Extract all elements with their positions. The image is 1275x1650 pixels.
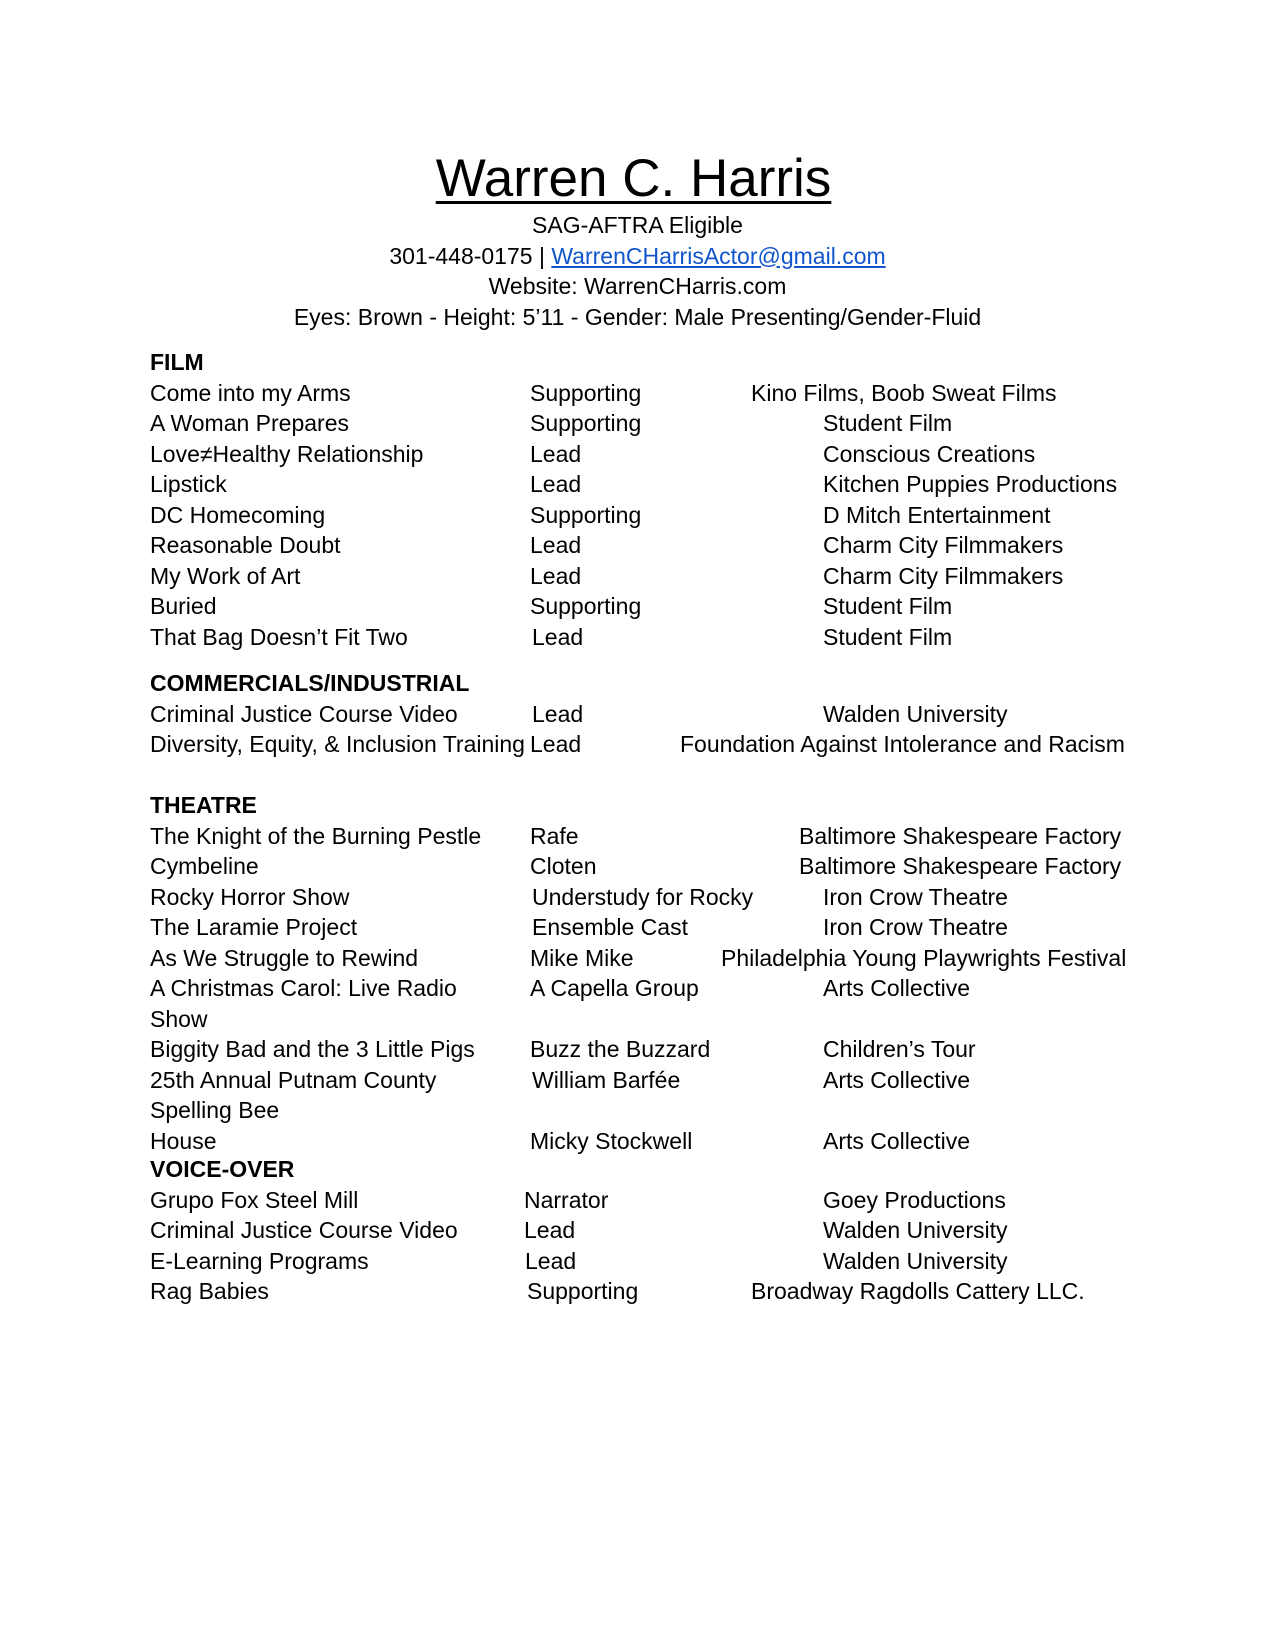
section-title: FILM [150,349,204,375]
credit-role: Understudy for Rocky [532,883,754,910]
credit-project: My Work of Art [150,562,301,589]
credit-company: Student Film [823,593,953,619]
credit-project: Criminal Justice Course Video [150,1217,458,1243]
section-title: VOICE-OVER [150,1156,295,1182]
credit-row [150,500,1150,531]
credit-company: Iron Crow Theatre [823,883,1008,910]
credit-company: Walden University [823,1217,1008,1243]
credit-company: Walden University [823,1247,1008,1274]
credit-row [150,912,1150,943]
credit-project: E-Learning Programs [150,1247,369,1274]
credit-row [150,530,1150,561]
website-line: Website: WarrenCHarris.com [488,273,787,299]
credit-role: Lead [530,440,582,467]
credit-row [150,821,1150,852]
credit-project: A Christmas Carol: Live Radio Show [150,975,457,1032]
credit-role: Supporting [530,501,642,528]
credit-row [150,408,1150,439]
credit-row [150,851,1150,882]
credit-row [150,943,1150,974]
credit-company: Arts Collective [823,1066,970,1093]
phone-number: 301-448-0175 [389,242,533,269]
credit-company: Arts Collective [823,975,970,1001]
credit-role: Lead [530,532,582,558]
credit-company: Arts Collective [823,1127,970,1154]
credit-company: Baltimore Shakespeare Factory [799,853,1122,879]
commercials-section [150,668,1150,760]
credit-row [150,622,1150,653]
credit-company: Foundation Against Intolerance and Racism [680,731,1125,757]
contact-line [0,241,1275,272]
credit-row [150,699,1150,730]
credit-role: Supporting [530,379,642,406]
credit-project: Lipstick [150,471,227,497]
credit-row [150,591,1150,622]
credit-project: The Knight of the Burning Pestle [150,822,482,849]
credit-company: Iron Crow Theatre [823,914,1008,940]
credit-role: Rafe [530,822,579,849]
credit-role: Lead [530,562,582,589]
credit-company: Kitchen Puppies Productions [823,471,1118,497]
credit-role: Lead [524,1217,576,1243]
film-section [150,347,1150,652]
credit-project: Cymbeline [150,853,259,879]
credit-role: Ensemble Cast [532,914,688,940]
credit-role: Micky Stockwell [530,1127,693,1154]
credit-role: Lead [532,700,584,727]
credit-project: Love≠Healthy Relationship [150,440,424,467]
credit-company: Philadelphia Young Playwrights Festival [721,944,1127,971]
credit-row [150,973,1150,1034]
credit-role: Mike Mike [530,944,634,971]
credit-company: Student Film [823,623,953,650]
credit-role: Lead [525,1247,577,1274]
credit-project: DC Homecoming [150,501,326,528]
credit-role: Cloten [530,853,597,879]
credit-role: Supporting [530,593,642,619]
credit-row [150,1126,1150,1157]
physical-details: Eyes: Brown - Height: 5’11 - Gender: Male Presenting/Gender-Fluid [293,303,982,330]
credit-company: Children’s Tour [823,1036,976,1062]
credit-project: Rag Babies [150,1278,269,1304]
credit-row [150,1065,1150,1126]
credit-row [150,1246,1150,1277]
credit-project: Biggity Bad and the 3 Little Pigs [150,1036,475,1062]
credit-row [150,1034,1150,1065]
credit-project: A Woman Prepares [150,410,350,436]
resume-header [0,148,1275,332]
credit-role: Lead [530,731,582,757]
section-title: COMMERCIALS/INDUSTRIAL [150,670,470,696]
voiceover-section [150,1154,1150,1307]
credit-project: Grupo Fox Steel Mill [150,1186,359,1213]
credit-role: Buzz the Buzzard [530,1036,711,1062]
credit-row [150,1276,1150,1307]
credit-company: Student Film [823,410,953,436]
section-title: THEATRE [150,792,257,818]
credit-role: A Capella Group [530,975,699,1001]
credit-role: William Barfée [532,1066,681,1093]
email-link[interactable]: WarrenCHarrisActor@gmail.com [551,242,886,269]
credit-project: The Laramie Project [150,914,358,940]
credit-role: Narrator [524,1186,609,1213]
credit-company: Charm City Filmmakers [823,562,1064,589]
credit-project: 25th Annual Putnam County Spelling Bee [150,1066,437,1123]
credit-company: Conscious Creations [823,440,1036,467]
credit-project: Reasonable Doubt [150,532,341,558]
credit-company: Charm City Filmmakers [823,532,1064,558]
credit-row [150,729,1150,760]
contact-separator: | [538,242,545,269]
credit-role: Lead [532,623,584,650]
credit-project: Come into my Arms [150,379,351,406]
theatre-section [150,790,1150,1156]
credit-company: Baltimore Shakespeare Factory [799,822,1122,849]
credit-row [150,439,1150,470]
credit-company: Walden University [823,700,1008,727]
credit-project: Buried [150,593,217,619]
credit-company: Goey Productions [823,1186,1006,1213]
credit-row [150,561,1150,592]
credit-company: Broadway Ragdolls Cattery LLC. [751,1278,1085,1304]
credit-row [150,1215,1150,1246]
credit-role: Lead [530,471,582,497]
credit-project: That Bag Doesn’t Fit Two [150,623,408,650]
credit-row [150,1185,1150,1216]
credit-project: Diversity, Equity, & Inclusion Training [150,731,525,757]
credit-project: Criminal Justice Course Video [150,700,458,727]
credit-row [150,378,1150,409]
credit-row [150,882,1150,913]
actor-name: Warren C. Harris [435,149,832,208]
credit-role: Supporting [527,1278,639,1304]
credit-project: Rocky Horror Show [150,883,350,910]
credit-company: D Mitch Entertainment [823,501,1051,528]
union-status: SAG-AFTRA Eligible [532,212,743,238]
credit-role: Supporting [530,410,642,436]
credit-project: House [150,1127,217,1154]
credit-project: As We Struggle to Rewind [150,944,419,971]
credit-row [150,469,1150,500]
credit-company: Kino Films, Boob Sweat Films [751,379,1057,406]
